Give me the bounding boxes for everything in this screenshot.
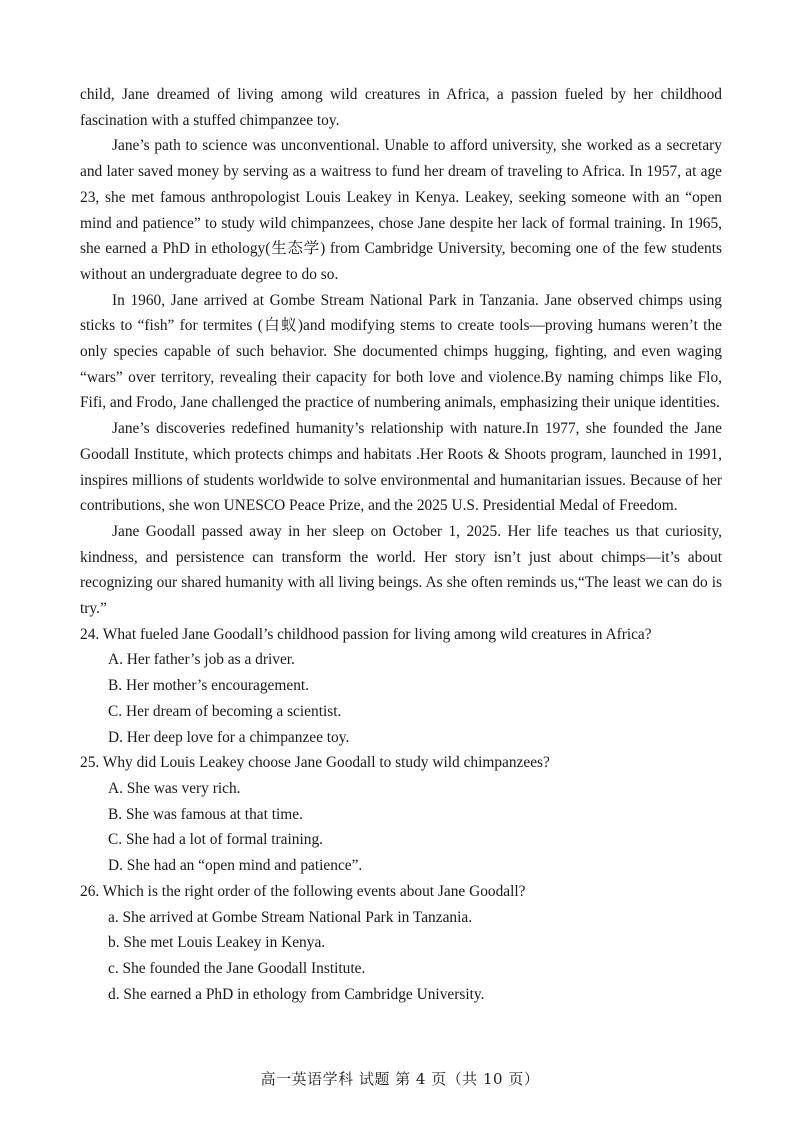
question-25	[80, 750, 722, 879]
answer-option: C. She had a lot of formal training.	[108, 831, 323, 849]
passage-paragraph: Jane’s discoveries redefined humanity’s relationship with nature.In 1977, she founded the Jane Goodall Institute, which protects chimps and habitats .Her Roots & Shoots program, launched in 1991, inspires millions of students worldwide to solve environmental and humanitarian issues. Because of her contributions, she won UNESCO Peace Prize, and the 2025 U.S. Presidential Medal of Freedom.	[80, 420, 722, 515]
answer-option: D. Her deep love for a chimpanzee toy.	[108, 728, 350, 746]
question-24	[80, 622, 722, 751]
event-item: d. She earned a PhD in ethology from Cambridge University.	[108, 985, 485, 1003]
answer-option: A. She was very rich.	[108, 779, 241, 797]
page-content	[80, 82, 722, 1007]
answer-option: D. She had an “open mind and patience”.	[108, 857, 363, 875]
passage-paragraph: child, Jane dreamed of living among wild creatures in Africa, a passion fueled by her childhood fascination with a stuffed chimpanzee toy.	[80, 86, 722, 129]
answer-option: B. Her mother’s encouragement.	[108, 677, 310, 695]
passage-paragraph: Jane Goodall passed away in her sleep on October 1, 2025. Her life teaches us that curiosity, kindness, and persistence can transform the world. Her story isn’t just about chimps—it’s about recognizing our shared humanity with all living beings. As she often reminds us,“The least we can do is try.”	[80, 522, 722, 618]
question-stem: 24. What fueled Jane Goodall’s childhood passion for living among wild creatures in Africa?	[80, 625, 652, 643]
event-item: a. She arrived at Gombe Stream National Park in Tanzania.	[108, 908, 473, 926]
answer-option: A. Her father’s job as a driver.	[108, 651, 295, 669]
question-stem: 25. Why did Louis Leakey choose Jane Goodall to study wild chimpanzees?	[80, 754, 550, 772]
event-item: c. She founded the Jane Goodall Institute.	[108, 959, 366, 977]
answer-option: B. She was famous at that time.	[108, 805, 303, 823]
answer-option: C. Her dream of becoming a scientist.	[108, 702, 342, 720]
passage-paragraph: Jane’s path to science was unconventional. Unable to afford university, she worked as a secretary and later saved money by serving as a waitress to fund her dream of traveling to Africa. In 1957, at age 23, she met famous anthropologist Louis Leakey in Kenya. Leakey, seeking someone with an “open mind and patience” to study wild chimpanzees, chose Jane despite her lack of formal training. In 1965, she earned a PhD in ethology(生态学) from Cambridge University, becoming one of the few students without an undergraduate degree to do so.	[80, 137, 722, 283]
page-footer: 高一英语学科 试题 第 4 页（共 10 页）	[260, 1070, 540, 1088]
question-26	[80, 879, 722, 1008]
passage-paragraph: In 1960, Jane arrived at Gombe Stream National Park in Tanzania. Jane observed chimps using sticks to “fish” for termites (白蚁)and modifying stems to create tools—proving humans weren’t the only species capable of such behavior. She documented chimps hugging, fighting, and even waging “wars” over territory, revealing their capacity for both love and violence.By naming chimps like Flo, Fifi, and Frodo, Jane challenged the practice of numbering animals, emphasizing their unique identities.	[80, 291, 722, 412]
question-stem: 26. Which is the right order of the following events about Jane Goodall?	[80, 882, 526, 900]
event-item: b. She met Louis Leakey in Kenya.	[108, 934, 326, 952]
